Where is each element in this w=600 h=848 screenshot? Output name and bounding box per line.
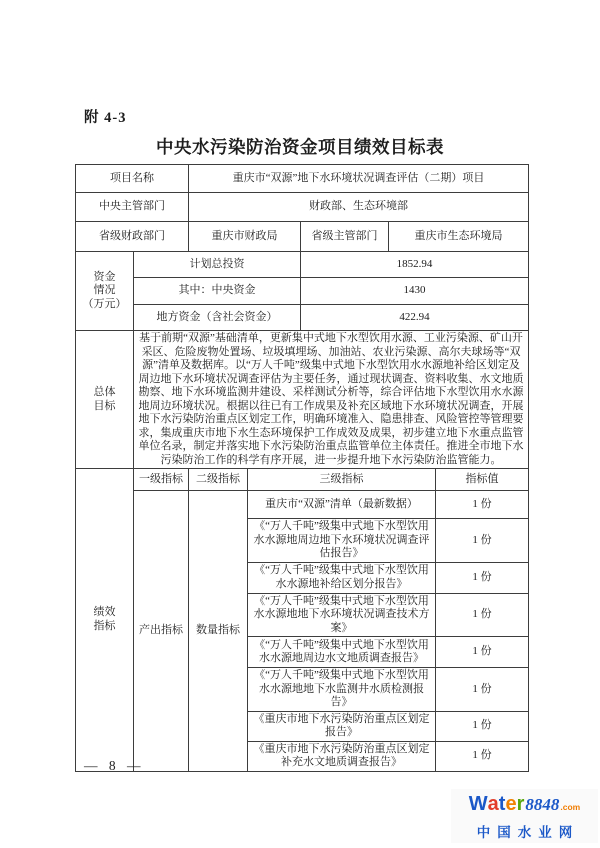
table-row	[76, 252, 529, 278]
central-dept-value: 财政部、生态环境部	[189, 193, 529, 222]
indicator-text: 《“万人千吨”级集中式地下水型饮用水水源地周边地下水环境状况调查评估报告》	[248, 519, 436, 563]
logo-brand-line	[451, 793, 598, 819]
table-row	[76, 278, 529, 305]
attachment-label: 附 4-3	[84, 110, 127, 126]
prov-dept-label: 省级主管部门	[301, 222, 389, 252]
table-row	[76, 331, 529, 469]
indicator-value: 1 份	[436, 562, 529, 593]
logo-water-text: Water	[468, 793, 525, 815]
table-row	[76, 165, 529, 193]
indicator-text: 《重庆市地下水污染防治重点区划定补充水文地质调查报告》	[248, 741, 436, 771]
water8848-logo	[451, 789, 598, 843]
indicator-value: 1 份	[436, 519, 529, 563]
table-row	[76, 222, 529, 252]
prov-finance-value: 重庆市财政局	[189, 222, 301, 252]
prov-dept-value: 重庆市生态环境局	[389, 222, 529, 252]
indicator-value: 1 份	[436, 491, 529, 519]
indicator-value: 1 份	[436, 668, 529, 712]
indicator-text: 《“万人千吨”级集中式地下水型饮用水水源地地下水监测井水质检测报告》	[248, 668, 436, 712]
prov-finance-label: 省级财政部门	[76, 222, 189, 252]
indicator-text: 《“万人千吨”级集中式地下水型饮用水水源地地下水环境状况调查技术方案》	[248, 593, 436, 637]
funding-row-value: 1852.94	[301, 252, 529, 278]
table-row	[76, 469, 529, 491]
indicator-value: 1 份	[436, 593, 529, 637]
project-name-label: 项目名称	[76, 165, 189, 193]
header-level3: 三级指标	[248, 469, 436, 491]
funding-row-value: 1430	[301, 278, 529, 305]
performance-section-label: 绩效 指标	[76, 469, 134, 772]
central-dept-label: 中央主管部门	[76, 193, 189, 222]
logo-number: 8848	[525, 795, 560, 814]
funding-row-label: 计划总投资	[134, 252, 301, 278]
document-title: 中央水污染防治资金项目绩效目标表	[156, 137, 444, 157]
funding-row-value: 422.94	[301, 305, 529, 331]
funding-row-label: 其中：中央资金	[134, 278, 301, 305]
indicator-value: 1 份	[436, 637, 529, 668]
indicator-text: 重庆市“双源”清单（最新数据）	[248, 491, 436, 519]
indicator-text: 《“万人千吨”级集中式地下水型饮用水水源地补给区划分报告》	[248, 562, 436, 593]
indicator-value: 1 份	[436, 711, 529, 741]
table-row	[76, 193, 529, 222]
funding-section-label: 资金 情况 （万元）	[76, 252, 134, 331]
header-level2: 二级指标	[189, 469, 248, 491]
indicator-text: 《“万人千吨”级集中式地下水型饮用水水源地周边水文地质调查报告》	[248, 637, 436, 668]
page-number: — 8 —	[84, 758, 141, 773]
overall-goal-label: 总体 目标	[76, 331, 134, 469]
header-value: 指标值	[436, 469, 529, 491]
logo-subtitle: 中国水业网	[476, 825, 580, 840]
level1-indicator-value: 产出指标	[134, 491, 189, 772]
indicator-text: 《重庆市地下水污染防治重点区划定报告》	[248, 711, 436, 741]
level2-indicator-value: 数量指标	[189, 491, 248, 772]
funding-row-label: 地方资金（含社会资金）	[134, 305, 301, 331]
indicator-row	[76, 491, 529, 519]
table-row	[76, 305, 529, 331]
project-name-value: 重庆市“双源”地下水环境状况调查评估（二期）项目	[189, 165, 529, 193]
header-level1: 一级指标	[134, 469, 189, 491]
performance-target-table	[75, 164, 529, 772]
overall-goal-text: 基于前期“双源”基础清单，更新集中式地下水型饮用水源、工业污染源、矿山开采区、危险废物处置场、垃圾填埋场、加油站、农业污染源、高尔夫球场等“双源”清单及数据库。以“万人千吨”级集中式地下水型饮用水水源地补给区划定及周边地下水环境状况调查评估为主要任务，通过现状调查、资料收集、水文地质勘察、地下水环境监测井建设、采样测试分析等，综合评估地下水型饮用水水源地周边环境状况。根据以往已有工作成果及补充区域地下水环境状况调查，开展地下水污染防治重点区划定工作，明确环境准入、隐患排查、风险管控等管理要求，集成重庆市地下水生态环境保护工作成效及成果，初步建立地下水重点监管单位名录，制定并落实地下水污染防治重点监管单位主体责任。推进全市地下水污染防治工作的科学有序开展，进一步提升地下水污染防治监管能力。	[134, 331, 529, 469]
logo-tld: .com	[560, 802, 581, 812]
indicator-value: 1 份	[436, 741, 529, 771]
